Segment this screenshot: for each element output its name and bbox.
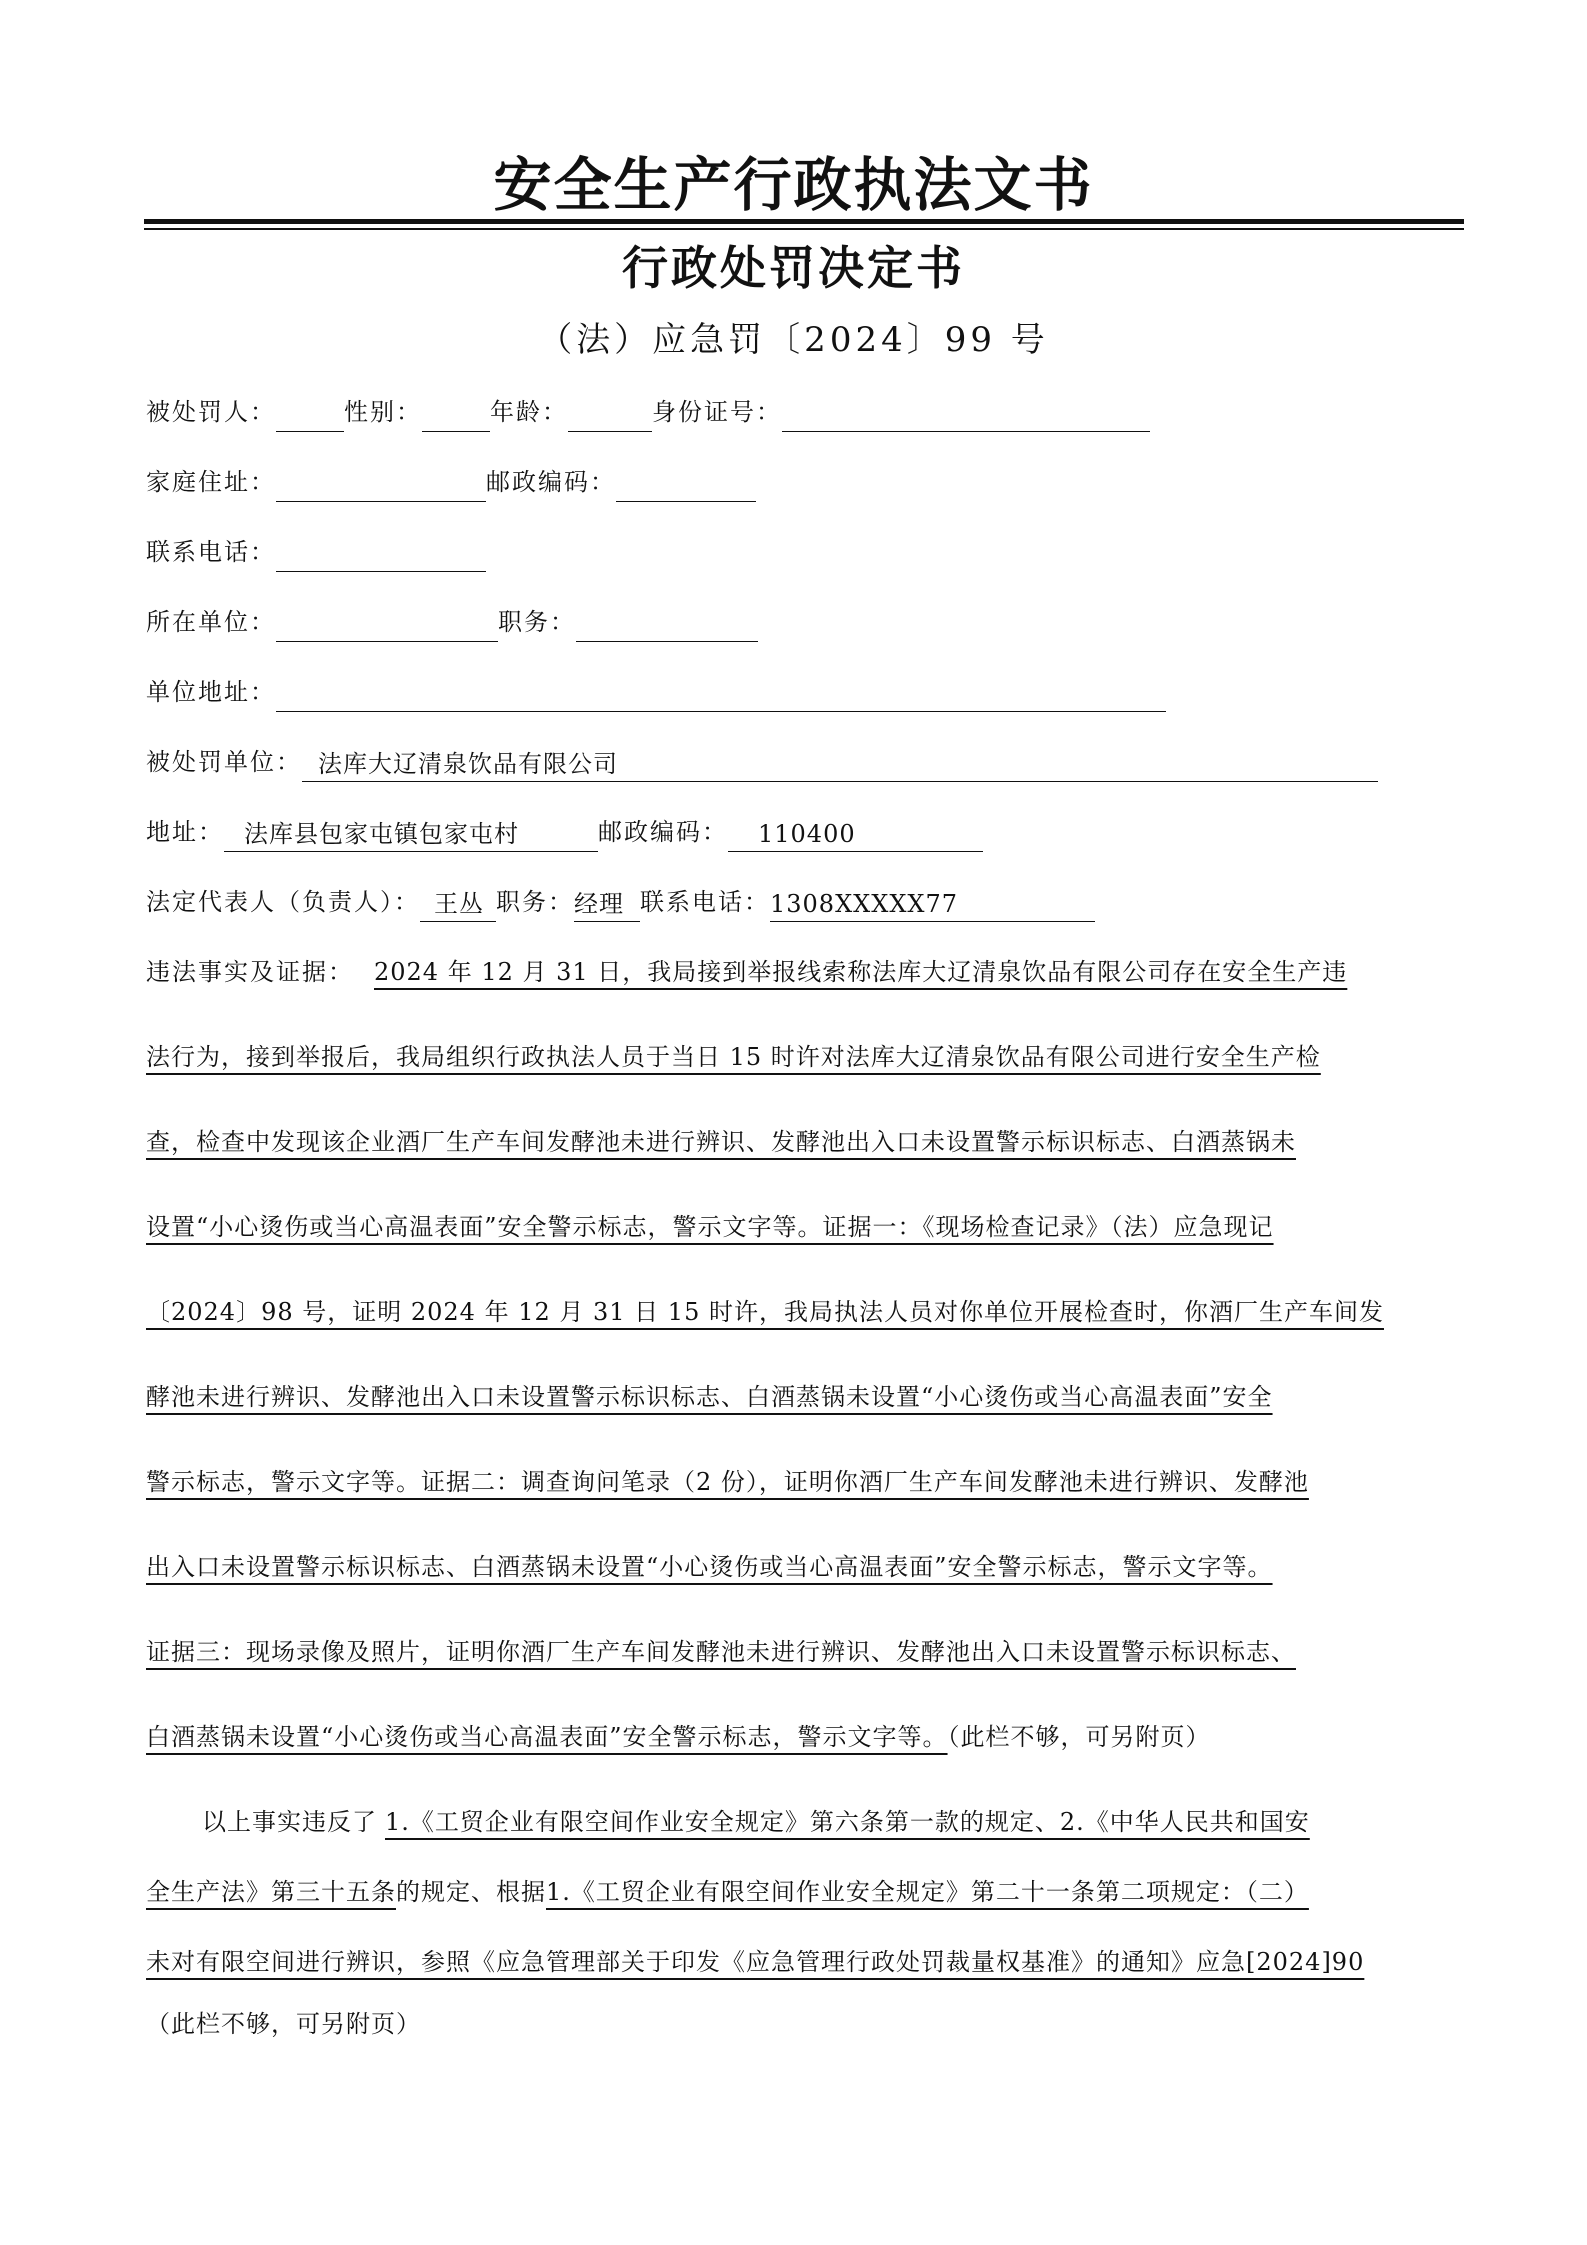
facts-line-10 xyxy=(146,1717,1211,1757)
violation-line-1 xyxy=(202,1802,1310,1842)
facts-note: （此栏不够，可另附页） xyxy=(947,1723,1211,1751)
workplace-label: 所在单位： xyxy=(146,608,276,636)
row-address xyxy=(146,812,983,852)
id-number-field[interactable] xyxy=(782,399,1150,432)
facts-line-1 xyxy=(146,952,1347,992)
row-workplace xyxy=(146,602,758,642)
gender-field[interactable] xyxy=(422,399,490,432)
punished-person-label: 被处罚人： xyxy=(146,398,276,426)
home-address-field[interactable] xyxy=(276,469,486,502)
legal-rep-label: 法定代表人（负责人）： xyxy=(146,888,420,916)
facts-text-last: 白酒蒸锅未设置“小心烫伤或当心高温表面”安全警示标志，警示文字等。 xyxy=(146,1723,948,1751)
postal-code-label-2: 邮政编码： xyxy=(598,818,728,846)
punished-unit-value[interactable]: 法库大辽清泉饮品有限公司 xyxy=(302,747,1378,782)
violation-text-2a: 全生产法》第三十五条 xyxy=(146,1878,396,1906)
row-person xyxy=(146,392,1150,432)
facts-line-8: 出入口未设置警示标识标志、白酒蒸锅未设置“小心烫伤或当心高温表面”安全警示标志，警示文字等。 xyxy=(146,1553,1273,1581)
punished-person-field[interactable] xyxy=(276,399,344,432)
position-label: 职务： xyxy=(498,608,576,636)
violation-line-3: 未对有限空间进行辨识，参照《应急管理部关于印发《应急管理行政处罚裁量权基准》的通知》应急[2024]90 xyxy=(146,1948,1365,1976)
age-label: 年龄： xyxy=(490,398,568,426)
address-value[interactable]: 法库县包家屯镇包家屯村 xyxy=(224,817,598,852)
row-unit-address xyxy=(146,672,1166,712)
facts-label: 违法事实及证据： xyxy=(146,958,354,986)
age-field[interactable] xyxy=(568,399,652,432)
duty-value[interactable]: 经理 xyxy=(574,887,640,922)
duty-label: 职务： xyxy=(496,888,574,916)
header-rule-thick xyxy=(144,219,1464,224)
row-home xyxy=(146,462,756,502)
home-address-label: 家庭住址： xyxy=(146,468,276,496)
row-phone xyxy=(146,532,486,572)
violation-text-1: 1.《工贸企业有限空间作业安全规定》第六条第一款的规定、2.《中华人民共和国安 xyxy=(385,1808,1310,1836)
facts-text: 2024 年 12 月 31 日，我局接到举报线索称法库大辽清泉饮品有限公司存在安全生产违 xyxy=(374,958,1348,986)
legal-rep-value[interactable]: 王丛 xyxy=(420,887,496,922)
violation-prefix: 以上事实违反了 xyxy=(202,1808,377,1836)
position-field[interactable] xyxy=(576,609,758,642)
unit-address-label: 单位地址： xyxy=(146,678,276,706)
row-legal-rep xyxy=(146,882,1095,922)
facts-line-2: 法行为，接到举报后，我局组织行政执法人员于当日 15 时许对法库大辽清泉饮品有限公司进行安全生产检 xyxy=(146,1043,1321,1071)
violation-text-2c: 1.《工贸企业有限空间作业安全规定》第二十一条第二项规定：（二） xyxy=(546,1878,1309,1906)
row-punished-unit xyxy=(146,742,1378,782)
workplace-field[interactable] xyxy=(276,609,498,642)
document-category-title: 安全生产行政执法文书 xyxy=(493,151,1094,219)
address-label: 地址： xyxy=(146,818,224,846)
facts-line-6: 酵池未进行辨识、发酵池出入口未设置警示标识标志、白酒蒸锅未设置“小心烫伤或当心高温表面”安全 xyxy=(146,1383,1273,1411)
header-rule-thin xyxy=(144,228,1464,230)
contact-phone-label: 联系电话： xyxy=(640,888,770,916)
violation-text-2b: 的规定、根据 xyxy=(396,1878,546,1906)
postal-code-label-1: 邮政编码： xyxy=(486,468,616,496)
postal-code-value[interactable]: 110400 xyxy=(728,817,983,852)
facts-line-7: 警示标志，警示文字等。证据二：调查询问笔录（2 份），证明你酒厂生产车间发酵池未进行辨识、发酵池 xyxy=(146,1468,1309,1496)
id-number-label: 身份证号： xyxy=(652,398,782,426)
facts-line-9: 证据三：现场录像及照片，证明你酒厂生产车间发酵池未进行辨识、发酵池出入口未设置警示标识标志、 xyxy=(146,1638,1296,1666)
violation-line-2 xyxy=(146,1872,1309,1912)
gender-label: 性别： xyxy=(344,398,422,426)
phone-field[interactable] xyxy=(276,539,486,572)
document-number: （法）应急罚〔2024〕99 号 xyxy=(538,320,1049,360)
facts-line-5: 〔2024〕98 号，证明 2024 年 12 月 31 日 15 时许，我局执法人员对你单位开展检查时，你酒厂生产车间发 xyxy=(146,1298,1384,1326)
contact-phone-value[interactable]: 1308XXXXX77 xyxy=(770,887,1095,922)
unit-address-field[interactable] xyxy=(276,679,1166,712)
phone-label: 联系电话： xyxy=(146,538,276,566)
violation-note: （此栏不够，可另附页） xyxy=(146,2010,421,2038)
facts-line-3: 查，检查中发现该企业酒厂生产车间发酵池未进行辨识、发酵池出入口未设置警示标识标志、白酒蒸锅未 xyxy=(146,1128,1296,1156)
postal-code-field-1[interactable] xyxy=(616,469,756,502)
punished-unit-label: 被处罚单位： xyxy=(146,748,302,776)
facts-line-4: 设置“小心烫伤或当心高温表面”安全警示标志，警示文字等。证据一：《现场检查记录》（法）应急现记 xyxy=(146,1213,1274,1241)
document-title: 行政处罚决定书 xyxy=(622,241,965,295)
